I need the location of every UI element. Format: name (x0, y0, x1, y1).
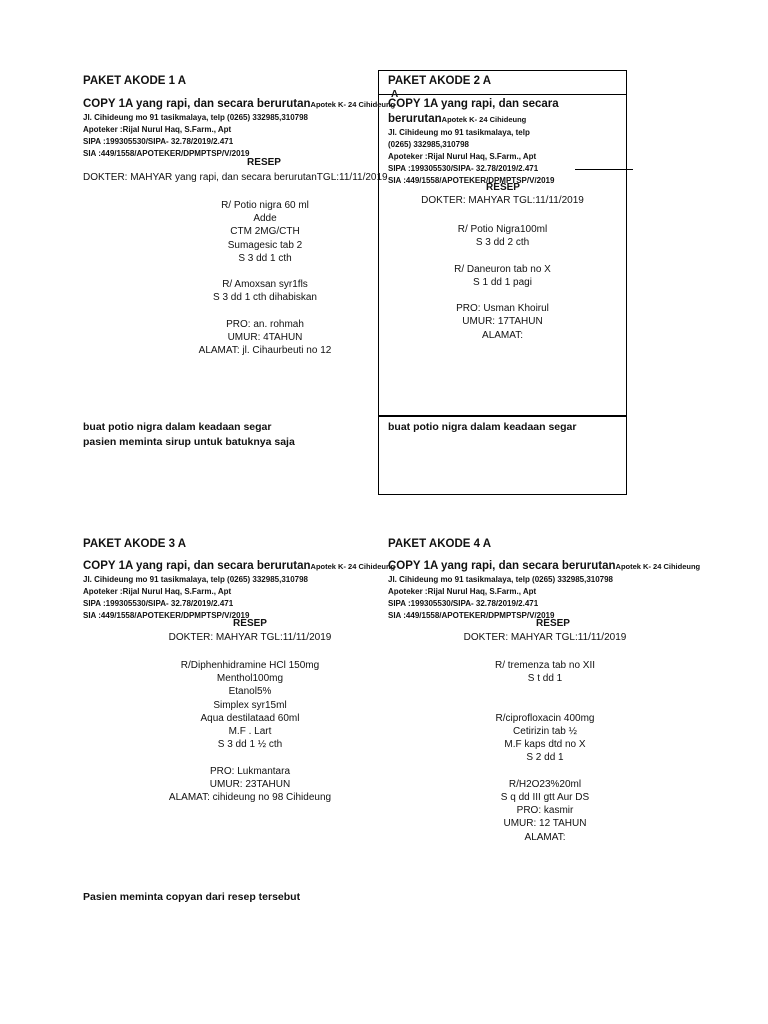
paket4-line: ALAMAT: (524, 831, 566, 843)
paket3-line: Simplex syr15ml (213, 699, 287, 711)
paket2-resep-heading: RESEP (486, 182, 520, 193)
paket1-dokter: DOKTER: MAHYAR yang rapi, dan secara berurutanTGL:11/11/2019 (83, 172, 388, 183)
paket1-title: PAKET AKODE 1 A (83, 75, 187, 87)
paket1-header-apoteker: Apoteker :Rijal Nurul Haq, S.Farm., Apt (83, 125, 232, 134)
paket2-header (388, 127, 554, 187)
paket3-header-sipa: SIPA :199305530/SIPA- 32.78/2019/2.471 (83, 599, 234, 608)
paket1-line: ALAMAT: jl. Cihaurbeuti no 12 (198, 345, 332, 357)
paket4-dokter: DOKTER: MAHYAR TGL:11/11/2019 (463, 632, 627, 643)
paket2-copy-text: berurutan (388, 113, 442, 125)
paket3-line: PRO: Lukmantara (209, 765, 291, 777)
paket3-header (83, 574, 308, 622)
paket2-line: S 1 dd 1 pagi (473, 276, 532, 288)
paket3-line: ALAMAT: cihideung no 98 Cihideung (168, 792, 332, 804)
paket4-prescription (420, 659, 670, 844)
paket1-note: buat potio nigra dalam keadaan segar (83, 421, 272, 433)
paket1-line: Adde (253, 213, 277, 225)
paket4-header (388, 574, 613, 622)
paket4-line: R/ tremenza tab no XII (494, 660, 596, 671)
paket1-header-sipa: SIPA :199305530/SIPA- 32.78/2019/2.471 (83, 137, 234, 146)
paket3-header-sia: SIA :449/1558/APOTEKER/DPMPTSP/V/2019 (83, 611, 250, 620)
paket2-copy-line2 (388, 113, 526, 125)
paket1-header-address: Jl. Cihideung mo 91 tasikmalaya, telp (0265) 332985,310798 (83, 113, 309, 122)
paket4-line (420, 765, 670, 778)
paket4-line: Cetirizin tab ½ (513, 726, 577, 738)
paket1-resep-heading: RESEP (247, 157, 281, 168)
paket2-line: UMUR: 17TAHUN (462, 316, 543, 328)
paket4-line (420, 699, 670, 712)
paket1-copy-line (83, 98, 395, 110)
paket4-line: S q dd III gtt Aur DS (500, 792, 590, 804)
paket3-resep-heading: RESEP (233, 618, 267, 629)
paket3-line (130, 751, 370, 764)
paket4-line: S 2 dd 1 (526, 752, 564, 764)
paket2-line (378, 249, 627, 262)
paket4-line: PRO: kasmir (516, 805, 574, 817)
paket3-line: Etanol5% (228, 686, 272, 698)
paket3-apotek: Apotek K- 24 Cihideung (310, 562, 396, 571)
paket1-line: CTM 2MG/CTH (230, 226, 300, 238)
paket1-header (83, 112, 308, 160)
paket1-header-sia: SIA :449/1558/APOTEKER/DPMPTSP/V/2019 (83, 149, 250, 158)
paket4-header-sipa: SIPA :199305530/SIPA- 32.78/2019/2.471 (388, 599, 539, 608)
paket2-header-sipa: SIPA :199305530/SIPA- 32.78/2019/2.471 (388, 164, 539, 173)
paket4-title: PAKET AKODE 4 A (388, 538, 492, 550)
paket4-header-sia: SIA :449/1558/APOTEKER/DPMPTSP/V/2019 (388, 611, 555, 620)
paket2-line: PRO: Usman Khoirul (456, 303, 549, 315)
paket1-line: PRO: an. rohmah (226, 318, 304, 330)
paket2-copy-line1: COPY 1A yang rapi, dan secara (388, 98, 559, 110)
paket2-divider (575, 169, 633, 170)
paket2-dokter: DOKTER: MAHYAR TGL:11/11/2019 (421, 195, 584, 206)
paket2-header-apoteker: Apoteker :Rijal Nurul Haq, S.Farm., Apt (388, 152, 537, 161)
paket4-line: S t dd 1 (527, 673, 563, 685)
paket3-dokter: DOKTER: MAHYAR TGL:11/11/2019 (168, 632, 332, 643)
paket2-prescription (378, 223, 627, 342)
paket4-line (420, 685, 670, 698)
paket3-line: M.F . Lart (228, 726, 272, 738)
paket1-line: UMUR: 4TAHUN (227, 332, 303, 344)
paket2-line: R/ Daneuron tab no X (454, 263, 551, 275)
paket2-header-sia: SIA :449/1558/APOTEKER/DPMPTSP/V/2019 (388, 176, 555, 185)
paket1-line: S 3 dd 1 cth (238, 252, 292, 264)
paket4-copy-line (388, 560, 700, 572)
paket4-apotek: Apotek K- 24 Cihideung (615, 562, 701, 571)
paket3-line: Aqua destilataad 60ml (200, 712, 300, 724)
paket2-title: PAKET AKODE 2 A (388, 75, 492, 87)
paket1-note: pasien meminta sirup untuk batuknya saja (83, 436, 295, 448)
paket2-title-extra: A (391, 89, 399, 100)
paket3-line: UMUR: 23TAHUN (209, 778, 291, 790)
paket1-line: S 3 dd 1 cth dihabiskan (213, 292, 317, 304)
paket1-line: R/ Potio nigra 60 ml (221, 200, 309, 211)
paket4-line: UMUR: 12 TAHUN (503, 818, 587, 830)
paket2-notes (388, 420, 576, 435)
paket3-header-address: Jl. Cihideung mo 91 tasikmalaya, telp (0265) 332985,310798 (83, 575, 309, 584)
paket2-header-address: Jl. Cihideung mo 91 tasikmalaya, telp (388, 128, 530, 137)
paket2-note: buat potio nigra dalam keadaan segar (388, 421, 577, 433)
paket2-header-phone: (0265) 332985,310798 (388, 140, 469, 149)
paket4-resep-heading: RESEP (536, 618, 570, 629)
paket1-notes (83, 420, 295, 450)
paket3-header-apoteker: Apoteker :Rijal Nurul Haq, S.Farm., Apt (83, 587, 232, 596)
footer-note: Pasien meminta copyan dari resep tersebut (83, 891, 301, 903)
paket1-prescription (150, 199, 380, 357)
paket2-line: R/ Potio Nigra100ml (457, 224, 548, 235)
paket4-line: R/ciprofloxacin 400mg (495, 712, 595, 724)
paket4-line: R/H2O23%20ml (508, 778, 582, 790)
paket4-header-apoteker: Apoteker :Rijal Nurul Haq, S.Farm., Apt (388, 587, 537, 596)
paket3-line: Menthol100mg (216, 673, 284, 685)
paket3-line: R/Diphenhidramine HCl 150mg (180, 660, 320, 671)
paket2-line (378, 289, 627, 302)
paket1-line (150, 265, 380, 278)
paket1-line (150, 305, 380, 318)
paket3-copy-line (83, 560, 395, 572)
paket2-line: ALAMAT: (482, 329, 523, 341)
paket4-line: M.F kaps dtd no X (504, 739, 586, 751)
paket4-header-address: Jl. Cihideung mo 91 tasikmalaya, telp (0265) 332985,310798 (388, 575, 614, 584)
paket3-copy-text: COPY 1A yang rapi, dan secara berurutan (83, 560, 311, 572)
paket2-line: S 3 dd 2 cth (475, 237, 530, 249)
paket3-title: PAKET AKODE 3 A (83, 538, 187, 550)
paket4-copy-text: COPY 1A yang rapi, dan secara berurutan (388, 560, 616, 572)
paket1-apotek: Apotek K- 24 Cihideung (310, 100, 396, 109)
paket1-copy-text: COPY 1A yang rapi, dan secara berurutan (83, 98, 311, 110)
paket1-line: Sumagesic tab 2 (227, 239, 303, 251)
paket1-line: R/ Amoxsan syr1fls (222, 279, 308, 291)
paket3-prescription (130, 659, 370, 804)
paket2-apotek: Apotek K- 24 Cihideung (441, 115, 527, 124)
paket3-line: S 3 dd 1 ½ cth (217, 739, 283, 751)
